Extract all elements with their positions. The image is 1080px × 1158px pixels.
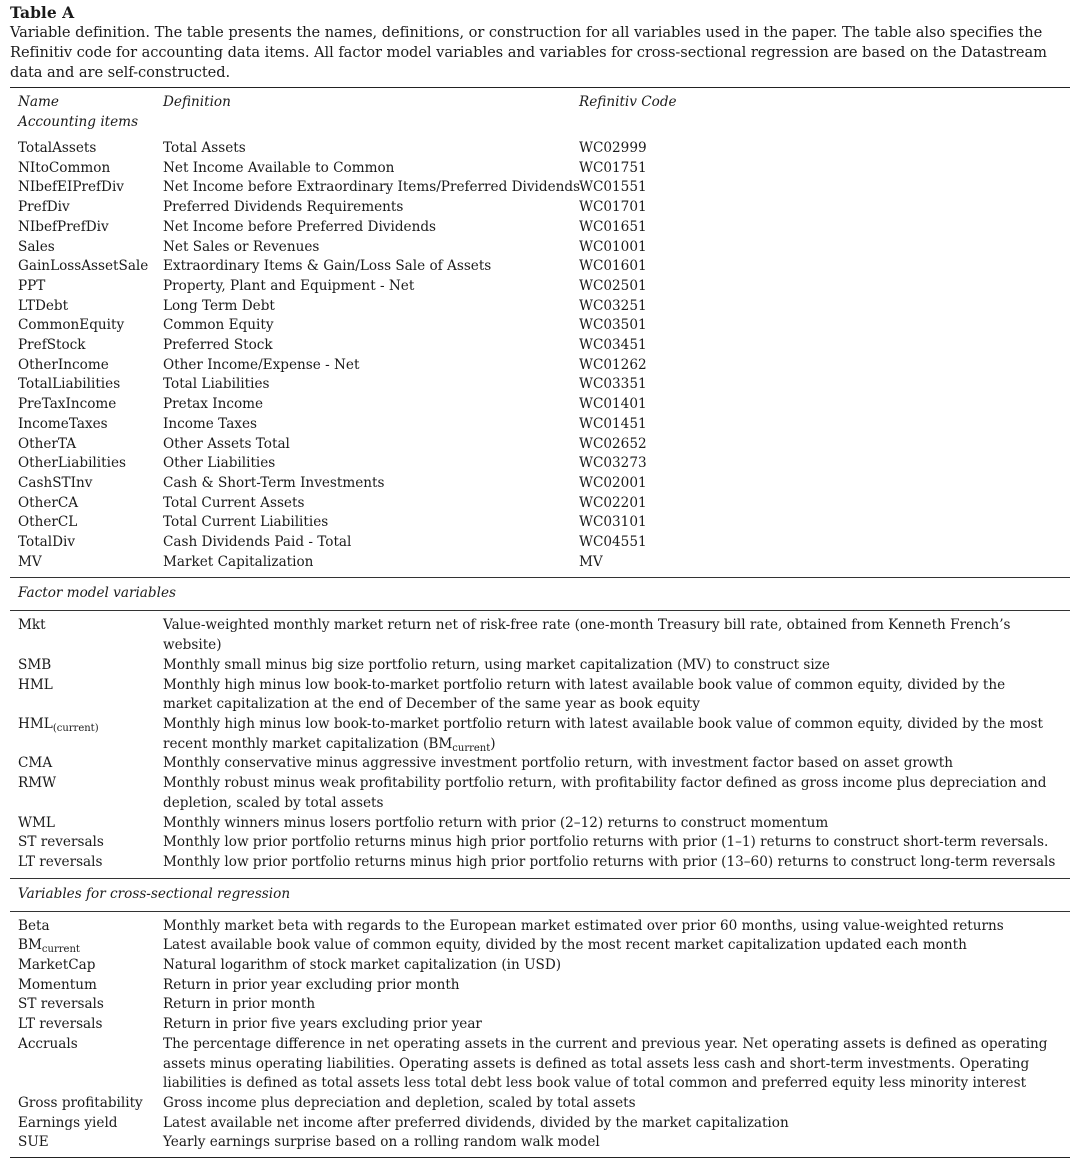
variable-name-text: RMW (18, 775, 57, 792)
refinitiv-code: WC03501 (579, 317, 647, 334)
refinitiv-code: WC03451 (579, 337, 647, 354)
variable-definition-text: Yearly earnings surprise based on a rolling random walk model (163, 1134, 600, 1151)
table-row (10, 1015, 1070, 1035)
table-row (10, 1094, 1070, 1114)
variable-definition: Net Sales or Revenues (163, 238, 320, 255)
variable-name-text: Gross profitability (18, 1094, 143, 1111)
table-row (10, 917, 1070, 937)
variable-definition (163, 754, 1058, 774)
refinitiv-code: WC01601 (579, 258, 647, 275)
table-row (10, 375, 1070, 395)
variable-name-text: HML (18, 676, 53, 693)
refinitiv-code: WC02999 (579, 140, 647, 156)
variable-definition-text: Monthly low prior portfolio returns minus high prior portfolio returns with prior (1–1) returns to construct short-term reversals. (163, 834, 1049, 851)
variable-definition (163, 616, 1058, 655)
table-row (10, 238, 1070, 258)
variable-name-text: Momentum (18, 976, 97, 993)
variable-name: LTDebt (18, 297, 69, 314)
variable-name (10, 976, 163, 996)
refinitiv-code: MV (579, 553, 603, 570)
variable-name (10, 936, 163, 956)
variable-definition-text: Monthly small minus big size portfolio return, using market capitalization (MV) to construct size (163, 656, 830, 673)
variable-definition-text: Monthly conservative minus aggressive investment portfolio return, with investment factor based on asset growth (163, 755, 953, 772)
variable-name-text: Accruals (18, 1035, 78, 1052)
variable-definition (163, 1094, 1058, 1114)
variable-definition (163, 956, 1058, 976)
variable-name (10, 715, 163, 754)
variable-definition (163, 656, 1058, 676)
variable-name: CashSTInv (18, 474, 93, 491)
variable-definition (163, 715, 1058, 754)
variable-name-text: WML (18, 814, 55, 831)
table-row (10, 415, 1070, 435)
refinitiv-code: WC02501 (579, 277, 647, 294)
table-row (10, 277, 1070, 297)
table-row (10, 976, 1070, 996)
variable-name: NIbefEIPrefDiv (18, 179, 124, 196)
refinitiv-code: WC02001 (579, 474, 647, 491)
variable-name (10, 956, 163, 976)
table-row (10, 936, 1070, 956)
variable-name (10, 774, 163, 813)
table-row (10, 853, 1070, 873)
variable-name-text: Mkt (18, 617, 46, 634)
variable-name (10, 1114, 163, 1134)
table-row (10, 316, 1070, 336)
table-row (10, 159, 1070, 179)
refinitiv-code: WC01701 (579, 199, 647, 216)
factor-rows (10, 611, 1070, 877)
table-row (10, 395, 1070, 415)
refinitiv-code: WC01751 (579, 159, 647, 176)
variable-definition (163, 1035, 1058, 1094)
variable-definition (163, 774, 1058, 813)
definition-subscript: current (452, 742, 491, 754)
table-row (10, 356, 1070, 376)
variable-definition-text: Return in prior five years excluding prior year (163, 1016, 482, 1033)
header-definition: Definition (163, 94, 231, 110)
variable-name: PPT (18, 277, 46, 294)
refinitiv-code: WC03351 (579, 376, 647, 393)
variable-definition (163, 853, 1058, 873)
variable-definition: Other Assets Total (163, 435, 290, 452)
variable-name (10, 1094, 163, 1114)
definition-tail: ) (490, 735, 496, 752)
table-label: Table A (10, 3, 75, 22)
variable-name (10, 754, 163, 774)
variable-definition (163, 814, 1058, 834)
variable-name (10, 917, 163, 937)
variable-definition: Common Equity (163, 317, 274, 334)
refinitiv-code: WC01262 (579, 356, 647, 373)
variable-name-text: Earnings yield (18, 1114, 118, 1131)
variable-definition: Total Assets (163, 140, 246, 156)
refinitiv-code: WC01451 (579, 415, 647, 432)
table-row (10, 995, 1070, 1015)
table-row (10, 454, 1070, 474)
variable-name: NItoCommon (18, 159, 111, 176)
refinitiv-code: WC01551 (579, 179, 647, 196)
accounting-rows (10, 134, 1070, 577)
variable-definition (163, 995, 1058, 1015)
variable-name: TotalAssets (18, 140, 97, 156)
variable-name: IncomeTaxes (18, 415, 108, 432)
variable-definition: Net Income before Extraordinary Items/Preferred Dividends (163, 179, 581, 196)
variable-definition: Total Current Liabilities (163, 514, 329, 531)
variable-definition-text: Monthly low prior portfolio returns minus high prior portfolio returns with prior (13–60) returns to construct long-term reversals (163, 853, 1056, 870)
variable-name: CommonEquity (18, 317, 125, 334)
variable-definition: Preferred Stock (163, 337, 273, 354)
variable-name: TotalLiabilities (18, 376, 121, 393)
table-row (10, 814, 1070, 834)
refinitiv-code: WC03251 (579, 297, 647, 314)
variable-name (10, 814, 163, 834)
variable-definition-text: Monthly high minus low book-to-market portfolio return with latest available book value of common equity, divided by the market capitalization at the end of December of the same year as book equity (163, 676, 1006, 713)
variable-name (10, 995, 163, 1015)
variable-name-text: HML (18, 715, 53, 732)
header-code: Refinitiv Code (579, 94, 677, 110)
variable-name: Sales (18, 238, 55, 255)
table-row (10, 297, 1070, 317)
variable-definition: Preferred Dividends Requirements (163, 199, 404, 216)
variable-name: PrefStock (18, 337, 86, 354)
variable-name: PreTaxIncome (18, 396, 117, 413)
table-row (10, 336, 1070, 356)
regression-rows (10, 912, 1070, 1157)
variable-definition-text: Latest available net income after preferred dividends, divided by the market capitalization (163, 1114, 789, 1131)
table-row (10, 1133, 1070, 1153)
variable-name: OtherCL (18, 514, 78, 531)
variable-definition (163, 936, 1058, 956)
variable-name-text: Beta (18, 917, 50, 934)
variable-definition: Cash Dividends Paid - Total (163, 534, 352, 551)
refinitiv-code: WC01401 (579, 396, 647, 413)
variable-definition: Net Income Available to Common (163, 159, 395, 176)
variable-definition: Other Liabilities (163, 455, 276, 472)
variable-definition (163, 976, 1058, 996)
table-row (10, 616, 1070, 655)
variable-name: TotalDiv (18, 534, 76, 551)
variable-definition: Net Income before Preferred Dividends (163, 218, 437, 235)
variable-definition-text: Monthly market beta with regards to the European market estimated over prior 60 months, using value-weighted returns (163, 917, 1004, 934)
variable-definition: Long Term Debt (163, 297, 275, 314)
refinitiv-code: WC02201 (579, 494, 647, 511)
variable-definition: Property, Plant and Equipment - Net (163, 277, 415, 294)
variable-name-text: BM (18, 937, 42, 954)
variable-definition (163, 833, 1058, 853)
variable-name-text: MarketCap (18, 957, 96, 974)
section-regression (10, 879, 1070, 911)
variable-name (10, 1133, 163, 1153)
variable-definition (163, 1015, 1058, 1035)
variable-name-subscript: current (41, 944, 80, 956)
variable-definition: Market Capitalization (163, 553, 314, 570)
variable-definition-text: Return in prior year excluding prior month (163, 976, 460, 993)
table-row (10, 676, 1070, 715)
variable-definition: Total Current Assets (163, 494, 305, 511)
variable-name: OtherTA (18, 435, 77, 452)
variable-name: OtherIncome (18, 356, 109, 373)
variable-name-text: SUE (18, 1134, 49, 1151)
section-factor (10, 578, 1070, 610)
variable-name-text: LT reversals (18, 1016, 103, 1033)
variable-definition: Extraordinary Items & Gain/Loss Sale of Assets (163, 258, 492, 275)
variable-definition: Total Liabilities (163, 376, 270, 393)
variable-definition-text: Monthly high minus low book-to-market portfolio return with latest available book value of common equity, divided by the most recent monthly market capitalization (BM (163, 715, 1043, 752)
table-row (10, 494, 1070, 514)
variable-name-text: ST reversals (18, 834, 104, 851)
variable-name (10, 1035, 163, 1094)
section-title-regression: Variables for cross-sectional regression (18, 885, 291, 902)
variable-definition: Cash & Short-Term Investments (163, 474, 385, 491)
variable-definition-text: Monthly robust minus weak profitability portfolio return, with profitability factor defined as gross income plus depreciation and depletion, scaled by total assets (163, 775, 1047, 811)
variable-name-text: ST reversals (18, 996, 104, 1013)
variable-name: MV (18, 553, 42, 570)
variable-definition (163, 676, 1058, 715)
variable-name-subscript: (current) (52, 722, 99, 734)
table-row (10, 178, 1070, 198)
table-row (10, 533, 1070, 553)
variable-definition-text: Latest available book value of common equity, divided by the most recent market capitalization updated each month (163, 937, 967, 954)
variable-definition-text: Natural logarithm of stock market capitalization (in USD) (163, 957, 562, 974)
variable-definition-text: The percentage difference in net operating assets in the current and previous year. Net operating assets is defined as operating assets minus operating liabilities. Operating assets is defined as total assets less cash and short-term investments. Operating liabilities is defined as total assets less total debt less book value of total common and preferred equity less minority interest (163, 1035, 1048, 1092)
table-row (10, 1114, 1070, 1134)
variable-definition-text: Gross income plus depreciation and depletion, scaled by total assets (163, 1094, 636, 1111)
refinitiv-code: WC03101 (579, 514, 647, 531)
variable-name (10, 616, 163, 655)
table-row (10, 1035, 1070, 1094)
variable-definition: Income Taxes (163, 415, 257, 432)
variable-name-text: SMB (18, 656, 52, 673)
variable-name (10, 656, 163, 676)
table-row (10, 656, 1070, 676)
table-row (10, 833, 1070, 853)
refinitiv-code: WC01001 (579, 238, 647, 255)
header-name: Name (18, 94, 59, 110)
table-row (10, 956, 1070, 976)
table-header (10, 88, 1070, 134)
variable-name-text: LT reversals (18, 853, 103, 870)
refinitiv-code: WC04551 (579, 534, 647, 551)
variable-definition (163, 1133, 1058, 1153)
table-row (10, 139, 1070, 159)
section-title-accounting: Accounting items (18, 114, 139, 130)
variable-name (10, 1015, 163, 1035)
variable-name: OtherCA (18, 494, 79, 511)
section-title-factor: Factor model variables (18, 585, 176, 602)
variable-name: PrefDiv (18, 199, 70, 216)
table-row (10, 715, 1070, 754)
table-row (10, 553, 1070, 573)
table-row (10, 218, 1070, 238)
table-row (10, 513, 1070, 533)
table-row (10, 474, 1070, 494)
variable-definition-text: Monthly winners minus losers portfolio return with prior (2–12) returns to construct momentum (163, 814, 829, 831)
variable-name: NIbefPrefDiv (18, 218, 109, 235)
table-row (10, 198, 1070, 218)
variable-name: GainLossAssetSale (18, 258, 149, 275)
variable-definition (163, 917, 1058, 937)
variable-name (10, 833, 163, 853)
variable-definition: Other Income/Expense - Net (163, 356, 360, 373)
table-row (10, 774, 1070, 813)
variable-name-text: CMA (18, 755, 53, 772)
variable-name: OtherLiabilities (18, 455, 126, 472)
variable-definition (163, 1114, 1058, 1134)
variable-definition: Pretax Income (163, 396, 264, 413)
variable-definition-text: Value-weighted monthly market return net of risk-free rate (one-month Treasury bill rate, obtained from Kenneth French’s website) (163, 617, 1011, 654)
variable-definition-text: Return in prior month (163, 996, 316, 1013)
table-caption: Variable definition. The table presents the names, definitions, or construction for all variables used in the paper. The table also specifies the Refinitiv code for accounting data items. All factor model variables and variables for cross-sectional regression are based on the Datastream data and are self-constructed. (10, 24, 1047, 81)
variable-name (10, 853, 163, 873)
refinitiv-code: WC02652 (579, 435, 647, 452)
variable-name (10, 676, 163, 715)
refinitiv-code: WC01651 (579, 218, 647, 235)
table-row (10, 754, 1070, 774)
table-row (10, 435, 1070, 455)
table-row (10, 257, 1070, 277)
refinitiv-code: WC03273 (579, 455, 647, 472)
